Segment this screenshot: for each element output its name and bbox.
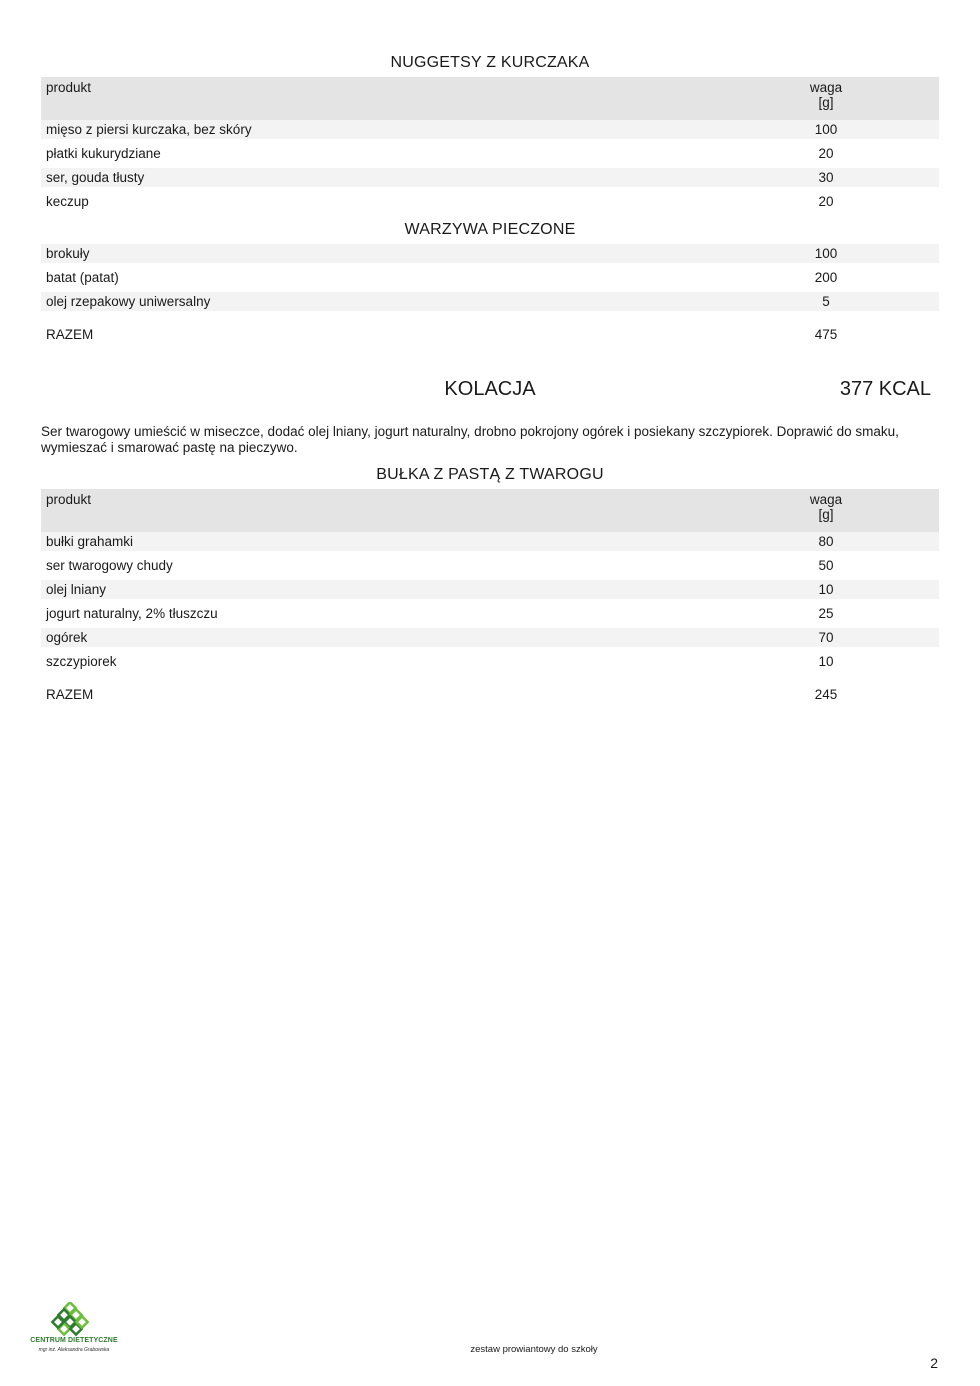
total-value: 475 xyxy=(814,327,838,342)
table-row xyxy=(41,168,939,187)
dish-warzywa xyxy=(41,219,939,316)
ingredient-name: brokuły xyxy=(46,246,90,261)
ingredient-name: mięso z piersi kurczaka, bez skóry xyxy=(46,122,252,137)
meal-header xyxy=(41,378,939,408)
table-row xyxy=(41,268,939,287)
table-row xyxy=(41,192,939,211)
footer-caption: zestaw prowiantowy do szkoły xyxy=(470,1344,598,1355)
ingredient-name: jogurt naturalny, 2% tłuszczu xyxy=(46,606,218,621)
table-row xyxy=(41,580,939,599)
dish-title: NUGGETSY Z KURCZAKA xyxy=(390,54,590,71)
table-row xyxy=(41,120,939,139)
ingredient-weight: 20 xyxy=(818,146,834,161)
ingredient-weight: 10 xyxy=(818,654,834,669)
table-row xyxy=(41,556,939,575)
table-row xyxy=(41,628,939,647)
total-value: 245 xyxy=(814,687,838,702)
ingredient-name: olej rzepakowy uniwersalny xyxy=(46,294,211,309)
ingredient-name: ser twarogowy chudy xyxy=(46,558,173,573)
ingredient-weight: 70 xyxy=(818,630,834,645)
ingredient-weight: 100 xyxy=(814,246,838,261)
column-header-weight: waga [g] xyxy=(809,492,843,522)
ingredient-name: bułki grahamki xyxy=(46,534,134,549)
table-header xyxy=(41,489,939,532)
table-header xyxy=(41,77,939,120)
ingredient-name: olej lniany xyxy=(46,582,107,597)
meal-kcal: 377 KCAL xyxy=(839,378,931,400)
column-header-product: produkt xyxy=(46,80,92,95)
table-row xyxy=(41,144,939,163)
total-row xyxy=(41,685,939,704)
ingredient-name: szczypiorek xyxy=(46,654,117,669)
ingredient-name: płatki kukurydziane xyxy=(46,146,161,161)
ingredient-weight: 50 xyxy=(818,558,834,573)
table-row xyxy=(41,652,939,671)
table-row xyxy=(41,532,939,551)
dish-bulka xyxy=(41,464,939,676)
knot-logo-icon xyxy=(30,1302,118,1338)
dish-nuggetsy xyxy=(41,52,939,216)
meal-name: KOLACJA xyxy=(444,378,536,400)
ingredient-name: keczup xyxy=(46,194,89,209)
ingredient-weight: 5 xyxy=(822,294,830,309)
dish-title: WARZYWA PIECZONE xyxy=(404,221,576,238)
ingredient-name: ogórek xyxy=(46,630,88,645)
ingredient-weight: 100 xyxy=(814,122,838,137)
ingredient-name: batat (patat) xyxy=(46,270,119,285)
table-row xyxy=(41,292,939,311)
ingredient-name: ser, gouda tłusty xyxy=(46,170,145,185)
ingredient-weight: 10 xyxy=(818,582,834,597)
total-row xyxy=(41,325,939,344)
ingredient-weight: 30 xyxy=(818,170,834,185)
recipe-instructions: Ser twarogowy umieścić w miseczce, dodać olej lniany, jogurt naturalny, drobno pokrojony ogórek i posiekany szczypiorek. Doprawić do smaku, wymieszać i smarować pastę na pieczywo. xyxy=(41,424,899,455)
dish-title: BUŁKA Z PASTĄ Z TWAROGU xyxy=(376,466,604,483)
column-header-product: produkt xyxy=(46,492,92,507)
total-label: RAZEM xyxy=(46,687,94,702)
column-header-weight: waga [g] xyxy=(809,80,843,110)
table-row xyxy=(41,604,939,623)
total-label: RAZEM xyxy=(46,327,94,342)
logo-title: CENTRUM DIETETYCZNE xyxy=(30,1337,118,1344)
ingredient-weight: 80 xyxy=(818,534,834,549)
ingredient-weight: 25 xyxy=(818,606,834,621)
page-number: 2 xyxy=(930,1355,938,1371)
table-row xyxy=(41,244,939,263)
ingredient-weight: 20 xyxy=(818,194,834,209)
logo-subtitle: mgr inż. Aleksandra Grabowska xyxy=(38,1347,110,1353)
ingredient-weight: 200 xyxy=(814,270,838,285)
